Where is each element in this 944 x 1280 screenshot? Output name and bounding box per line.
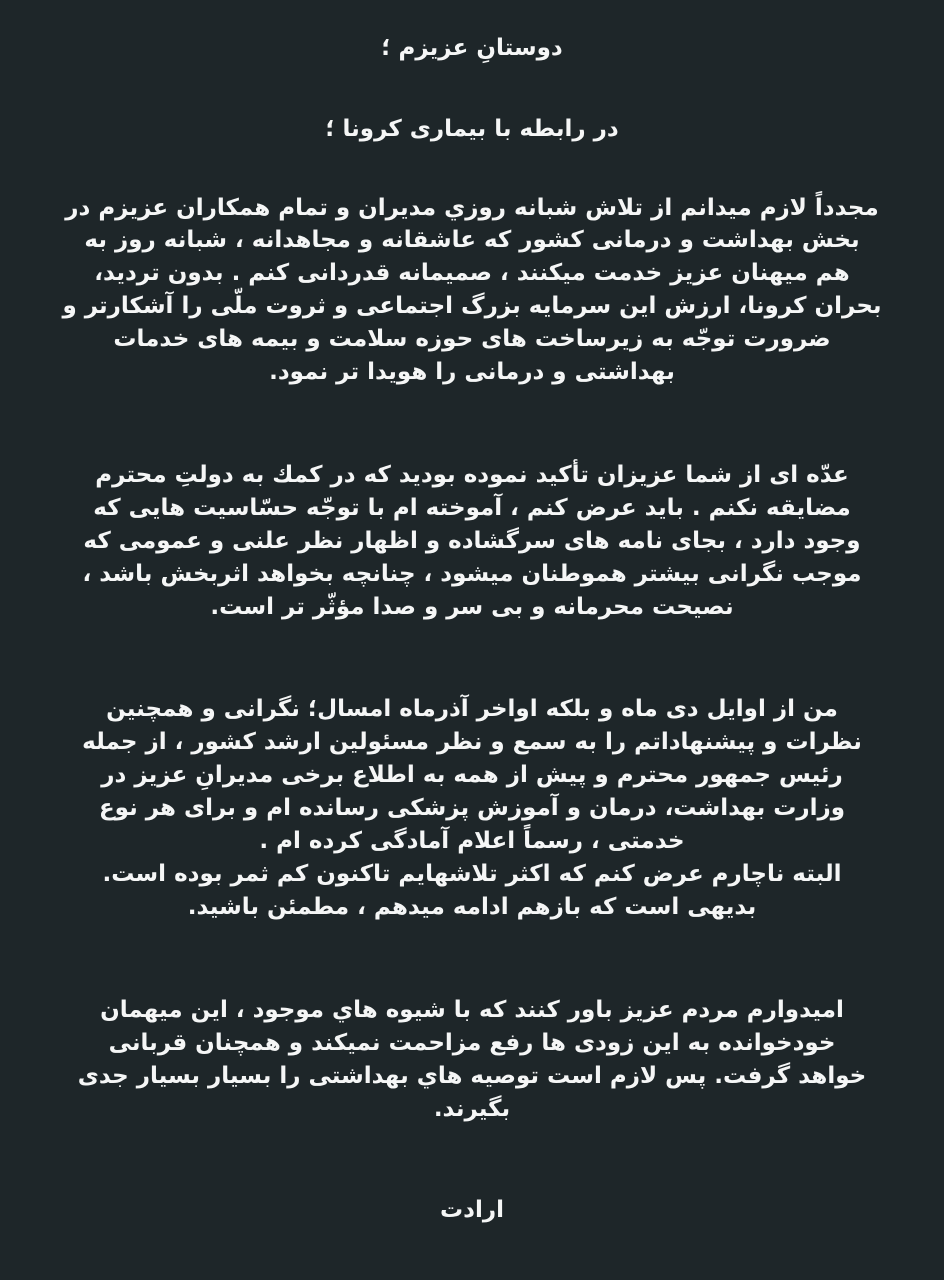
paragraph-line: بخش بهداشت و درمانی کشور که عاشقانه و مجاهدانه ، شبانه روز به: [84, 227, 860, 253]
letter-document: [18, 0, 926, 1280]
paragraph-line: هم میهنان عزیز خدمت میکنند ، صمیمانه قدردانی کنم . بدون تردید،: [94, 260, 850, 286]
paragraph-line: بهداشتی و درمانی را هویدا تر نمود.: [269, 359, 675, 385]
paragraph-line: مجدداً لازم میدانم از تلاش شبانه روزي مديران و تمام همکاران عزيزم در: [65, 195, 879, 221]
paragraph-line: بحران کرونا، ارزش این سرمایه بزرگ اجتماعی و ثروت ملّی را آشکارتر و: [62, 293, 882, 319]
paragraph-line: موجب نگرانی بیشتر هموطنان میشود ، چنانچه بخواهد اثربخش باشد ،: [82, 561, 862, 587]
paragraph-line: البته ناچارم عرض کنم که اکثر تلاشهایم تاکنون کم ثمر بوده است.: [102, 861, 842, 887]
paragraph-line: نظرات و پیشنهاداتم را به سمع و نظر مسئولین ارشد کشور ، از جمله: [82, 729, 862, 755]
paragraph-line: رئیس جمهور محترم و پیش از همه به اطلاع برخی مدیرانِ عزیز در: [101, 762, 843, 788]
closing-signature: ارادت: [440, 1197, 504, 1223]
subject-line: در رابطه با بیماری کرونا ؛: [325, 116, 619, 142]
paragraph-line: بگیرند.: [433, 1096, 511, 1122]
paragraph-line: عدّه ای از شما عزیزان تأکید نموده بودید که در کمك به دولتِ محترم: [95, 462, 849, 488]
paragraph-line: وجود دارد ، بجای نامه های سرگشاده و اظهار نظر علنی و عمومی که: [83, 528, 861, 554]
paragraph-line: خودخوانده به این زودی ها رفع مزاحمت نمیکند و همچنان قربانی: [108, 1030, 836, 1056]
paragraph-line: خدمتی ، رسماً اعلام آمادگی کرده ام .: [259, 828, 685, 854]
paragraph-line: خواهد گرفت. پس لازم است توصیه هاي بهداشتی را بسیار بسیار جدی: [77, 1063, 867, 1089]
paragraph-line: ضرورت توجّه به زیرساخت های حوزه سلامت و بیمه های خدمات: [113, 326, 831, 352]
paragraph-line: امیدوارم مردم عزیز باور کنند که با شیوه هاي موجود ، این میهمان: [100, 997, 844, 1023]
paragraph-line: بدیهی است که بازهم ادامه میدهم ، مطمئن باشید.: [187, 894, 757, 920]
paragraph-line: من از اوایل دی ماه و بلکه اواخر آذرماه امسال؛ نگرانی و همچنین: [106, 696, 838, 722]
paragraph-line: مضایقه نکنم . باید عرض کنم ، آموخته ام با توجّه حسّاسیت هایی که: [93, 495, 851, 521]
paragraph-line: وزارت بهداشت، درمان و آموزش پزشکی رسانده ام و برای هر نوع: [98, 795, 846, 821]
paragraph-line: نصیحت محرمانه و بی سر و صدا مؤثّر تر است.: [210, 594, 734, 620]
greeting: دوستانِ عزیزم ؛: [381, 35, 563, 61]
